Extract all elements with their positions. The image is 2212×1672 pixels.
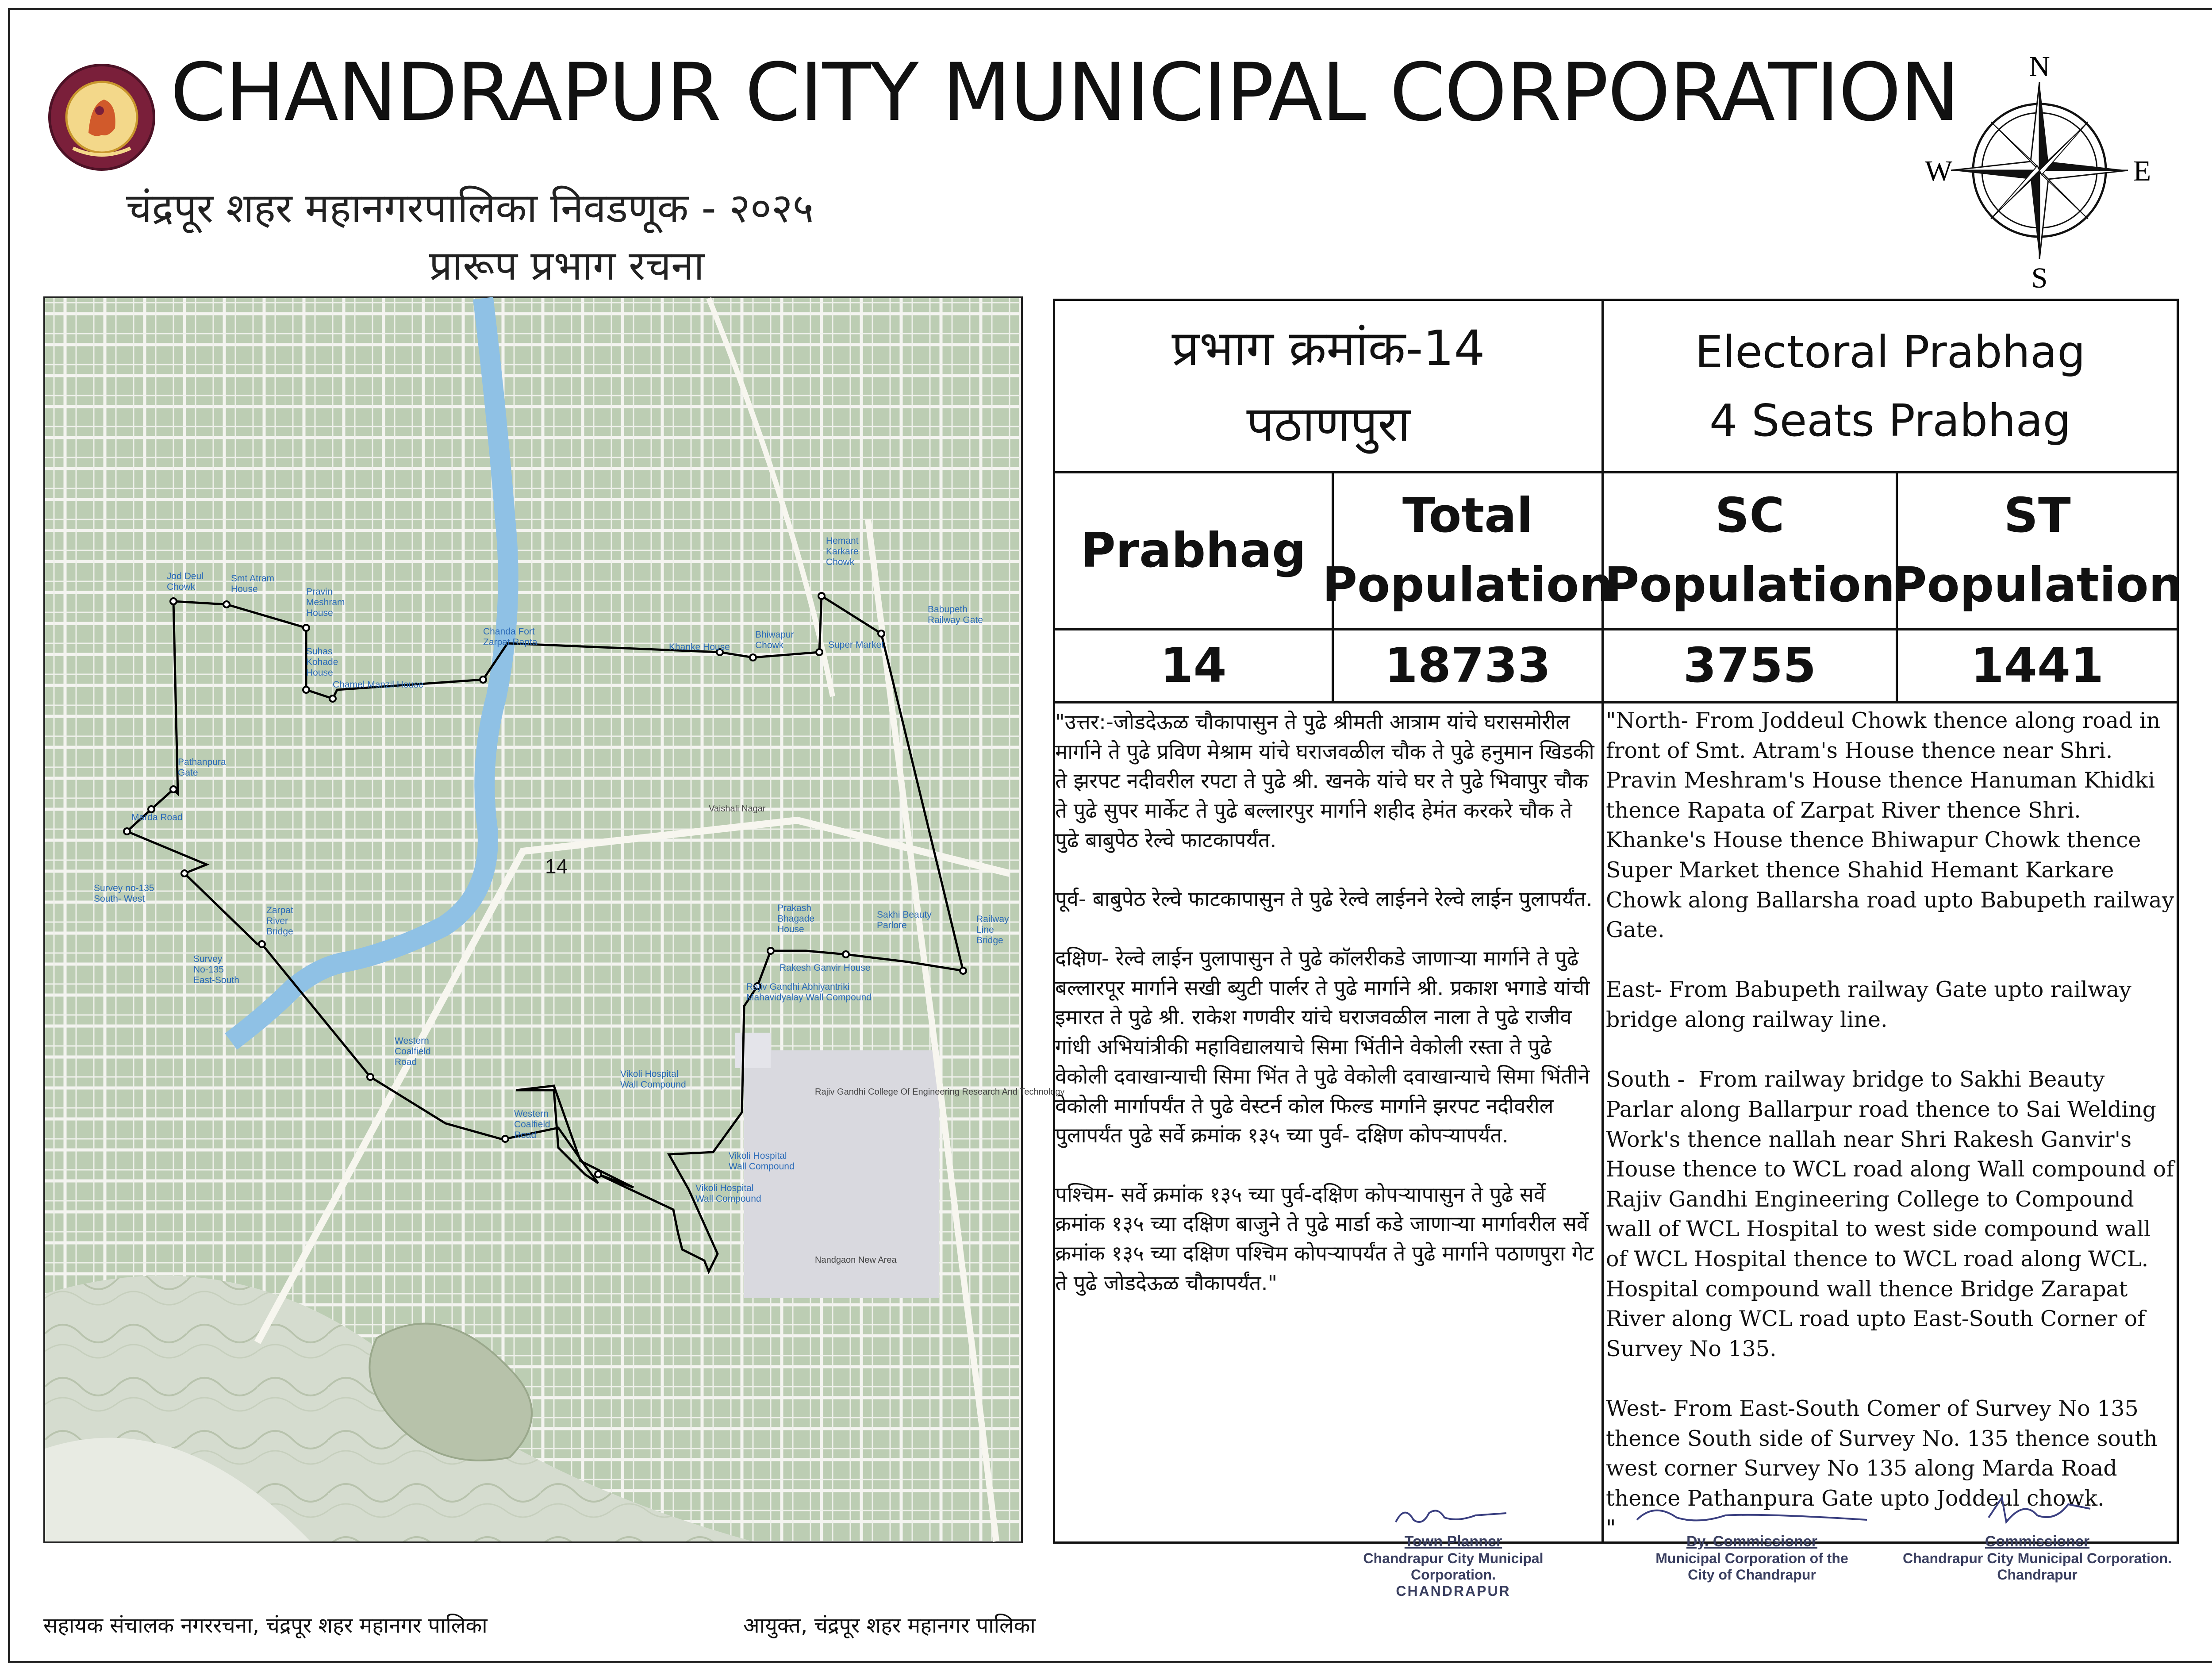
ward-map: [43, 296, 1065, 1543]
header-prabhag: Prabhag: [1080, 523, 1306, 578]
corporation-logo: [46, 62, 157, 173]
map-label-pravin: Pravin Meshram House: [306, 587, 345, 618]
election-subtitle: चंद्रपूर शहर महानगरपालिका निवडणूक - २०२५: [126, 184, 814, 232]
electoral-cell: [1604, 301, 2177, 471]
map-label-hemant: Hemant Karkare Chowk: [826, 536, 859, 567]
map-label-khanke: Khanke House: [669, 642, 730, 652]
footer-assistant-director: सहायक संचालक नगररचना, चंद्रपूर शहर महानगर पालिका: [43, 1613, 488, 1638]
nandgaon-label: Nandgaon New Area: [815, 1255, 897, 1265]
signature-scribble-2: [1628, 1500, 1876, 1531]
map-label-suhas: Suhas Kohade House: [306, 646, 338, 678]
prabhag-name-marathi: पठाणपुरा: [1246, 395, 1410, 452]
ward-number-label: 14: [545, 855, 568, 878]
signature-commissioner: Commissioner Chandrapur City Municipal Corporation. Chandrapur: [1896, 1491, 2179, 1583]
boundary-description-marathi: "उत्तर:-जोडदेऊळ चौकापासुन ते पुढे श्रीमती आत्राम यांचे घरासमोरील मार्गाने ते पुढे प्रविण मेश्राम यांचे घराजवळील चौक ते पुढे हनुमान खिडकी ते झरपट नदीवरील रपटा ते पुढे श्री. खनके यांचे घर ते पुढे भिवापुर चौक ते पुढे सुपर मार्केट ते पुढे बल्लारपुर मार्गाने शहीद हेमंत करकरे चौक ते पुढे बाबुपेठ रेल्वे फाटकापर्यंत. पूर्व- बाबुपेठ रेल्वे फाटकापासुन ते पुढे रेल्वे लाईनने रेल्वे लाईन पुलापर्यंत. दक्षिण- रेल्वे लाईन पुलापासुन ते पुढे कॉलरीकडे जाणाऱ्या मार्गाने ते पुढे बल्लारपूर मार्गाने सखी ब्युटी पार्लर ते पुढे मार्गाने श्री. प्रकाश भगाडे यांची इमारत ते पुढे श्री. राकेश गणवीर यांचे घराजवळील नाला ते पुढे राजीव गांधी अभियांत्रीकी महाविद्यालयाचे सिमा भिंतीने वेकोली रस्ता ते पुढे वेकोली दवाखान्याची सिमा भिंत ते पुढे वेकोली दवाखान्याचे सिमा भिंतीने वेकोली मार्गापर्यंत ते पुढे वेस्टर्न कोल फिल्ड मार्गाने झरपट नदीवरील पुलापर्यंत पुढे सर्वे क्रमांक १३५ च्या पुर्व- दक्षिण कोपऱ्यापर्यंत. पश्चिम- सर्वे क्रमांक १३५ च्या पुर्व-दक्षिण कोपऱ्यापासुन ते पुढे सर्वे क्रमांक १३५ च्या दक्षिण बाजुने ते पुढे मार्डा कडे जाणाऱ्या मार्गावरील सर्वे क्रमांक १३५ च्या दक्षिण पश्चिम कोपऱ्यापर्यंत ते पुढे मार्गाने पठाणपुरा गेट ते पुढे जोडदेऊळ चौकापर्यंत.": [1055, 710, 1594, 1295]
value-st-population: 1441: [1970, 638, 2104, 693]
map-label-vikoli-3: Vikoli Hospital Wall Compound: [695, 1183, 761, 1204]
map-label-survey-west: Survey no-135 South- West: [94, 883, 154, 904]
map-label-western-1: Western Coalfield Road: [395, 1036, 431, 1067]
footer-commissioner: आयुक्त, चंद्रपूर शहर महानगर पालिका: [743, 1613, 1036, 1638]
ward-map-canvas: [45, 298, 1065, 1541]
map-label-sakhi: Sakhi Beauty Parlore: [877, 910, 932, 930]
compass-n: N: [2029, 50, 2050, 83]
compass-w: W: [1924, 155, 1953, 187]
compass-e: E: [2133, 155, 2151, 187]
map-label-zarpat-bridge: Zarpat River Bridge: [266, 905, 293, 937]
header-sc-population: SC Population: [1604, 488, 1895, 613]
value-sc-population: 3755: [1683, 638, 1816, 693]
vaishali-nagar-label: Vaishali Nagar: [709, 804, 766, 814]
header-total-population: Total Population: [1322, 488, 1613, 613]
map-label-western-2: Western Coalfield Road: [514, 1109, 550, 1140]
map-label-marda: Marda Road: [131, 812, 183, 823]
map-label-vikoli-1: Vikoli Hospital Wall Compound: [620, 1069, 686, 1090]
ward-info-table: [1053, 299, 2183, 1599]
map-label-rajiv: Rajiv Gandhi Abhiyantriki Mahavidyalay Wall Compound: [746, 982, 872, 1003]
map-label-prakash: Prakash Bhagade House: [777, 903, 815, 934]
map-label-survey-east: Survey No-135 East-South: [193, 954, 239, 985]
map-label-super-market: Super Market: [828, 640, 884, 650]
compass-s: S: [2031, 262, 2048, 294]
map-label-babupeth: Babupeth Railway Gate: [928, 604, 983, 625]
map-label-railway-bridge: Railway Line Bridge: [976, 914, 1009, 946]
map-label-jod-deul: Jod Deul Chowk: [167, 571, 204, 592]
signature-town-planner: Town Planner Chandrapur City Municipal Corporation. CHANDRAPUR: [1321, 1500, 1586, 1599]
signature-dy-commissioner: Dy. Commissioner Municipal Corporation of the City of Chandrapur: [1608, 1500, 1896, 1583]
signature-scribble-1: [1387, 1500, 1520, 1531]
prabhag-name-cell: [1055, 301, 1601, 471]
map-label-bhiwapur: Bhiwapur Chowk: [755, 630, 794, 650]
value-total-population: 18733: [1384, 638, 1551, 693]
map-label-rakesh: Rakesh Ganvir House: [780, 963, 871, 973]
prabhag-number-marathi: प्रभाग क्रमांक-14: [1171, 320, 1485, 377]
electoral-prabhag-text: Electoral Prabhag: [1695, 326, 2085, 378]
draft-ward-subtitle: प्रारूप प्रभाग रचना: [429, 242, 704, 289]
seats-text: 4 Seats Prabhag: [1709, 394, 2071, 446]
signature-scribble-3: [1971, 1491, 2104, 1531]
boundary-description-english: "North- From Joddeul Chowk thence along road in front of Smt. Atram's House thence near Shri. Pravin Meshram's House thence Hanuman Khidki thence Rapata of Zarpat River thence Shri. Khanke's House thence Bhiwapur Chowk thence Super Market thence Shahid Hemant Karkare Chowk along Ballarsha road upto Babupeth railway Gate. East- From Babupeth railway Gate upto railway bridge along railway line. South - From railway bridge to Sakhi Beauty Parlar along Ballarpur road thence to Sai Welding Work's thence nallah near Shri Rakesh Ganvir's House thence to WCL road along Wall compound of Rajiv Gandhi Engineering College to Compound wall of WCL Hospital to west side compound wall of WCL Hospital thence to WCL road along WCL. Hospital compound wall thence Bridge Zarapat River along WCL road upto East-South Corner of Survey No 135. West- From East-South Comer of Survey No 135 thence South side of Survey No. 135 thence south west corner Survey No 135 along Marda Road thence Pathanpura Gate upto Joddeul chowk. ": [1606, 708, 2174, 1541]
compass-rose-icon: [1911, 49, 2168, 296]
college-label: Rajiv Gandhi College Of Engineering Research And Technology: [815, 1087, 1065, 1097]
map-label-chanda-fort: Chanda Fort Zarpat Rapta: [483, 627, 538, 647]
map-label-pathanpura: Pathanpura Gate: [178, 757, 226, 778]
header-st-population: ST Population: [1892, 488, 2183, 613]
value-prabhag: 14: [1160, 638, 1227, 693]
map-label-smt-atram: Smt Atram House: [231, 573, 275, 594]
map-label-vikoli-2: Vikoli Hospital Wall Compound: [729, 1151, 795, 1172]
page-title: CHANDRAPUR CITY MUNICIPAL CORPORATION: [170, 46, 1959, 139]
map-label-chamel: Chamel Manzil House: [333, 680, 424, 690]
